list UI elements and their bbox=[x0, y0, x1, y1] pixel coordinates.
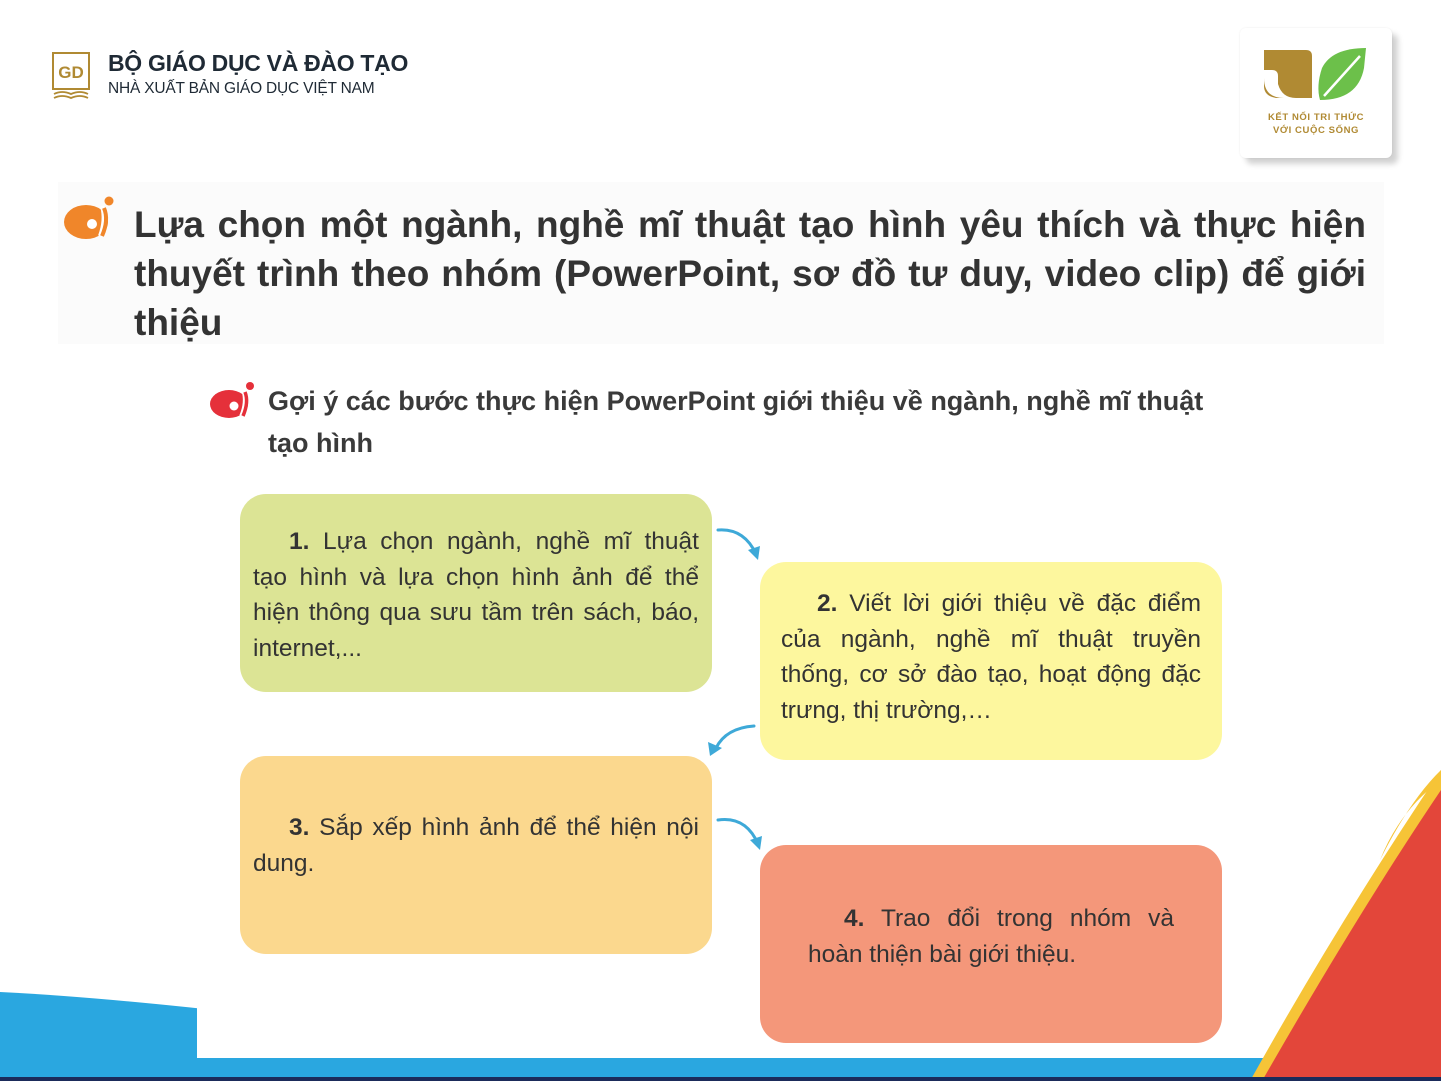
activity-heading: Lựa chọn một ngành, nghề mĩ thuật tạo hình yêu thích và thực hiện thuyết trình theo nhóm (PowerPoint, sơ đồ tư duy, video clip) để giới thiệu bbox=[134, 204, 1366, 343]
palette-icon bbox=[62, 194, 116, 242]
step-text: Sắp xếp hình ảnh để thể hiện nội dung. bbox=[253, 814, 699, 877]
brand-logo-card bbox=[1240, 28, 1392, 158]
brand-slogan-line1: KẾT NỐI TRI THỨC bbox=[1267, 112, 1365, 123]
step-text: Trao đổi trong nhóm và hoàn thiện bài giới thiệu. bbox=[808, 905, 1174, 968]
step-number: 3. bbox=[289, 814, 310, 841]
steps-subheading: Gợi ý các bước thực hiện PowerPoint giới thiệu về ngành, nghề mĩ thuật tạo hình bbox=[268, 386, 1204, 458]
step-card-1 bbox=[240, 494, 712, 692]
step-card-2 bbox=[760, 562, 1222, 760]
step-number: 4. bbox=[844, 905, 865, 932]
brand-slogan-line2: VỚI CUỘC SỐNG bbox=[1272, 125, 1360, 136]
step-text: Viết lời giới thiệu về đặc điểm của ngành, nghề mĩ thuật truyền thống, cơ sở đào tạo, hoạt động đặc trưng, thị trường,… bbox=[781, 590, 1201, 724]
step-card-4 bbox=[760, 845, 1222, 1043]
arrow-step3-to-step4-icon bbox=[714, 808, 774, 852]
publisher-logo-icon bbox=[52, 52, 90, 100]
step-number: 1. bbox=[289, 528, 310, 555]
palette-icon bbox=[208, 380, 256, 420]
step-number: 2. bbox=[817, 590, 838, 617]
arrow-step2-to-step3-icon bbox=[700, 718, 760, 762]
arrow-step1-to-step2-icon bbox=[714, 522, 774, 566]
publisher-ministry-name: BỘ GIÁO DỤC VÀ ĐÀO TẠO bbox=[108, 50, 409, 76]
publisher-logo-letters: GD bbox=[58, 63, 84, 82]
step-text: Lựa chọn ngành, nghề mĩ thuật tạo hình và lựa chọn hình ảnh để thể hiện thông qua sưu tầm trên sách, báo, internet,... bbox=[253, 528, 699, 662]
step-card-3 bbox=[240, 756, 712, 954]
publisher-house-name: NHÀ XUẤT BẢN GIÁO DỤC VIỆT NAM bbox=[108, 80, 375, 97]
leaf-logo-icon bbox=[1262, 46, 1370, 102]
